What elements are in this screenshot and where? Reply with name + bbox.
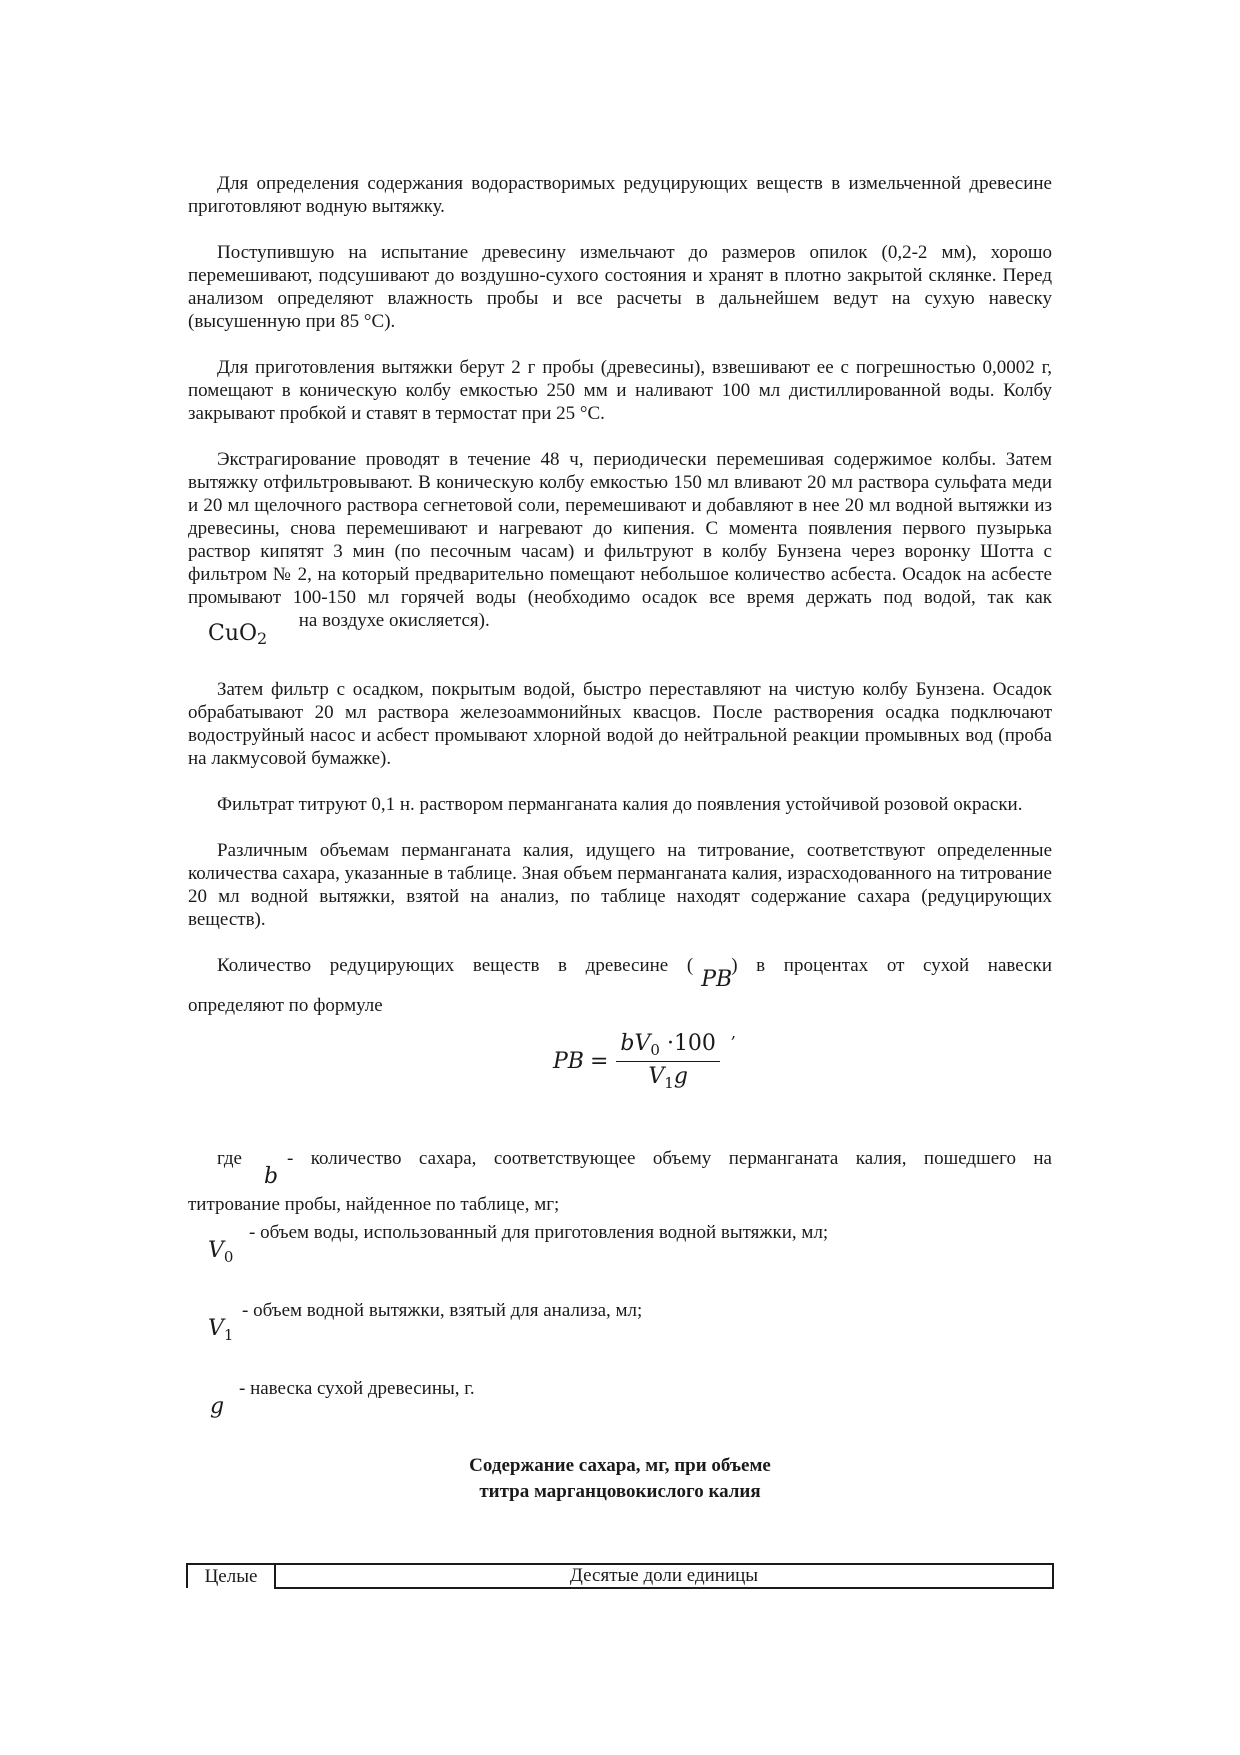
chem-subscript: 2 <box>257 629 268 648</box>
v0-sub: 0 <box>223 1248 234 1266</box>
paragraph-intro: Для определения содержания водорастворимых редуцирующих веществ в измельченной древесине приготовляют водную вытяжку. <box>188 173 1052 217</box>
header-whole-units: Целые <box>187 1564 275 1588</box>
v1-sub: 1 <box>223 1326 234 1344</box>
var-b: b <box>620 1031 635 1056</box>
definition-v0 <box>188 1221 1052 1299</box>
var-v1: V <box>648 1064 665 1089</box>
definition-b <box>188 1147 1052 1215</box>
v0-letter: V <box>208 1238 224 1263</box>
paragraph-extraction <box>188 448 1052 648</box>
formula-lhs: PB <box>553 1049 584 1074</box>
header-tenths: Десятые доли единицы <box>275 1564 1053 1588</box>
definition-b-text-cont: титрование пробы, найденное по таблице, мг; <box>188 1194 560 1215</box>
chem-formula-slot <box>188 609 294 648</box>
formula-equals: = <box>589 1049 609 1074</box>
symbol-v1 <box>208 1317 233 1347</box>
formula-trailing-comma: , <box>731 1023 737 1042</box>
var-v1-sub: 1 <box>664 1074 674 1092</box>
formula-block <box>188 1017 1052 1137</box>
formula-intro-text-end: ) в процентах от сухой навески <box>731 955 1052 976</box>
formula-intro-text: Количество редуцирующих веществ в древесине ( <box>217 955 694 976</box>
paragraph-titration: Фильтрат титруют 0,1 н. раствором перманганата калия до появления устойчивой розовой окраски. <box>217 794 1023 815</box>
where-label: где <box>217 1148 242 1169</box>
extraction-text: Экстрагирование проводят в течение 48 ч, периодически перемешивая содержимое колбы. Затем вытяжку отфильтровывают. В коническую колбу емкостью 150 мл вливают 20 мл раствора сульфата меди и 20 мл щелочного раствора сегнетовой соли, перемешивают и добавляют в нее 20 мл водной вытяжки из древесины, снова перемешивают и нагревают до кипения. С момента появления первого пузырька раствор кипятят 3 мин (по песочным часам) и фильтруют в колбу Бунзена через воронку Шотта с фильтром № 2, на который предварительно помещают небольшое количество асбеста. Осадок на асбесте промывают 100-150 мл горячей воды (необходимо осадок все время держать под водой, так как <box>188 449 1052 608</box>
definition-g-text: - навеска сухой древесины, г. <box>239 1378 475 1399</box>
formula-fraction <box>616 1031 720 1092</box>
table-caption <box>188 1453 1052 1505</box>
pb-symbol-slot <box>693 954 733 992</box>
sugar-content-table <box>186 1563 1054 1589</box>
paragraph-formula-intro-line2: определяют по формуле <box>188 995 383 1016</box>
definition-v1 <box>188 1299 1052 1377</box>
formula-pb <box>553 1023 737 1092</box>
paragraph-extract-preparation: Для приготовления вытяжки берут 2 г пробы (древесины), взвешивают ее с погрешностью 0,0002 г, помещают в коническую колбу емкостью 250 мм и наливают 100 мл дистиллированной воды. Колбу закрывают пробкой и ставят в термостат при 25 °С. <box>188 357 1052 424</box>
var-v-sub: 0 <box>650 1041 660 1059</box>
formula-numerator <box>616 1031 720 1062</box>
symbol-g: g <box>210 1394 225 1419</box>
definition-v0-text: - объем воды, использованный для приготовления водной вытяжки, мл; <box>249 1222 829 1243</box>
definition-g <box>188 1377 1052 1437</box>
chem-base: CuO <box>208 621 258 646</box>
table-header-row <box>187 1564 1053 1588</box>
table-title-line1: Содержание сахара, мг, при объеме <box>469 1455 771 1476</box>
paragraph-sugar-table-usage: Различным объемам перманганата калия, идущего на титрование, соответствуют определенные количества сахара, указанные в таблице. Зная объем перманганата калия, израсходованного на титрование 20 мл водной вытяжки, взятой на анализ, по таблице находят содержание сахара (редуцирующих веществ). <box>188 840 1052 930</box>
paragraph-sample-preparation: Поступившую на испытание древесину измельчают до размеров опилок (0,2-2 мм), хорошо перемешивают, подсушивают до воздушно-сухого состояния и хранят в плотно закрытой склянке. Перед анализом определяют влажность пробы и все расчеты в дальнейшем ведут на сухую навеску (высушенную при 85 °С). <box>188 242 1052 332</box>
symbol-v0 <box>208 1239 233 1269</box>
pb-symbol: PB <box>701 967 733 992</box>
var-g: g <box>673 1064 688 1089</box>
paragraph-washing: Затем фильтр с осадком, покрытым водой, быстро переставляют на чистую колбу Бунзена. Осадок обрабатывают 20 мл раствора железоаммонийных квасцов. После растворения осадка подключают водоструйный насос и асбест промывают хлорной водой до нейтральной реакции промывных вод (проба на лакмусовой бумажке). <box>188 679 1052 769</box>
table-title-line2: титра марганцовокислого калия <box>479 1481 761 1502</box>
chem-formula-cuo2 <box>208 622 267 650</box>
multiplier-100: ·100 <box>659 1031 716 1056</box>
document-page <box>188 172 1052 1505</box>
symbol-b: b <box>264 1164 279 1189</box>
definition-v1-text: - объем водной вытяжки, взятый для анализа, мл; <box>242 1300 643 1321</box>
paragraph-formula-intro <box>188 954 1052 992</box>
var-v: V <box>634 1031 651 1056</box>
definition-b-text: - количество сахара, соответствующее объему перманганата калия, пошедшего на <box>287 1148 1052 1169</box>
formula-denominator <box>648 1062 688 1092</box>
v1-letter: V <box>208 1316 224 1341</box>
extraction-text-end: на воздухе окисляется). <box>298 610 490 631</box>
